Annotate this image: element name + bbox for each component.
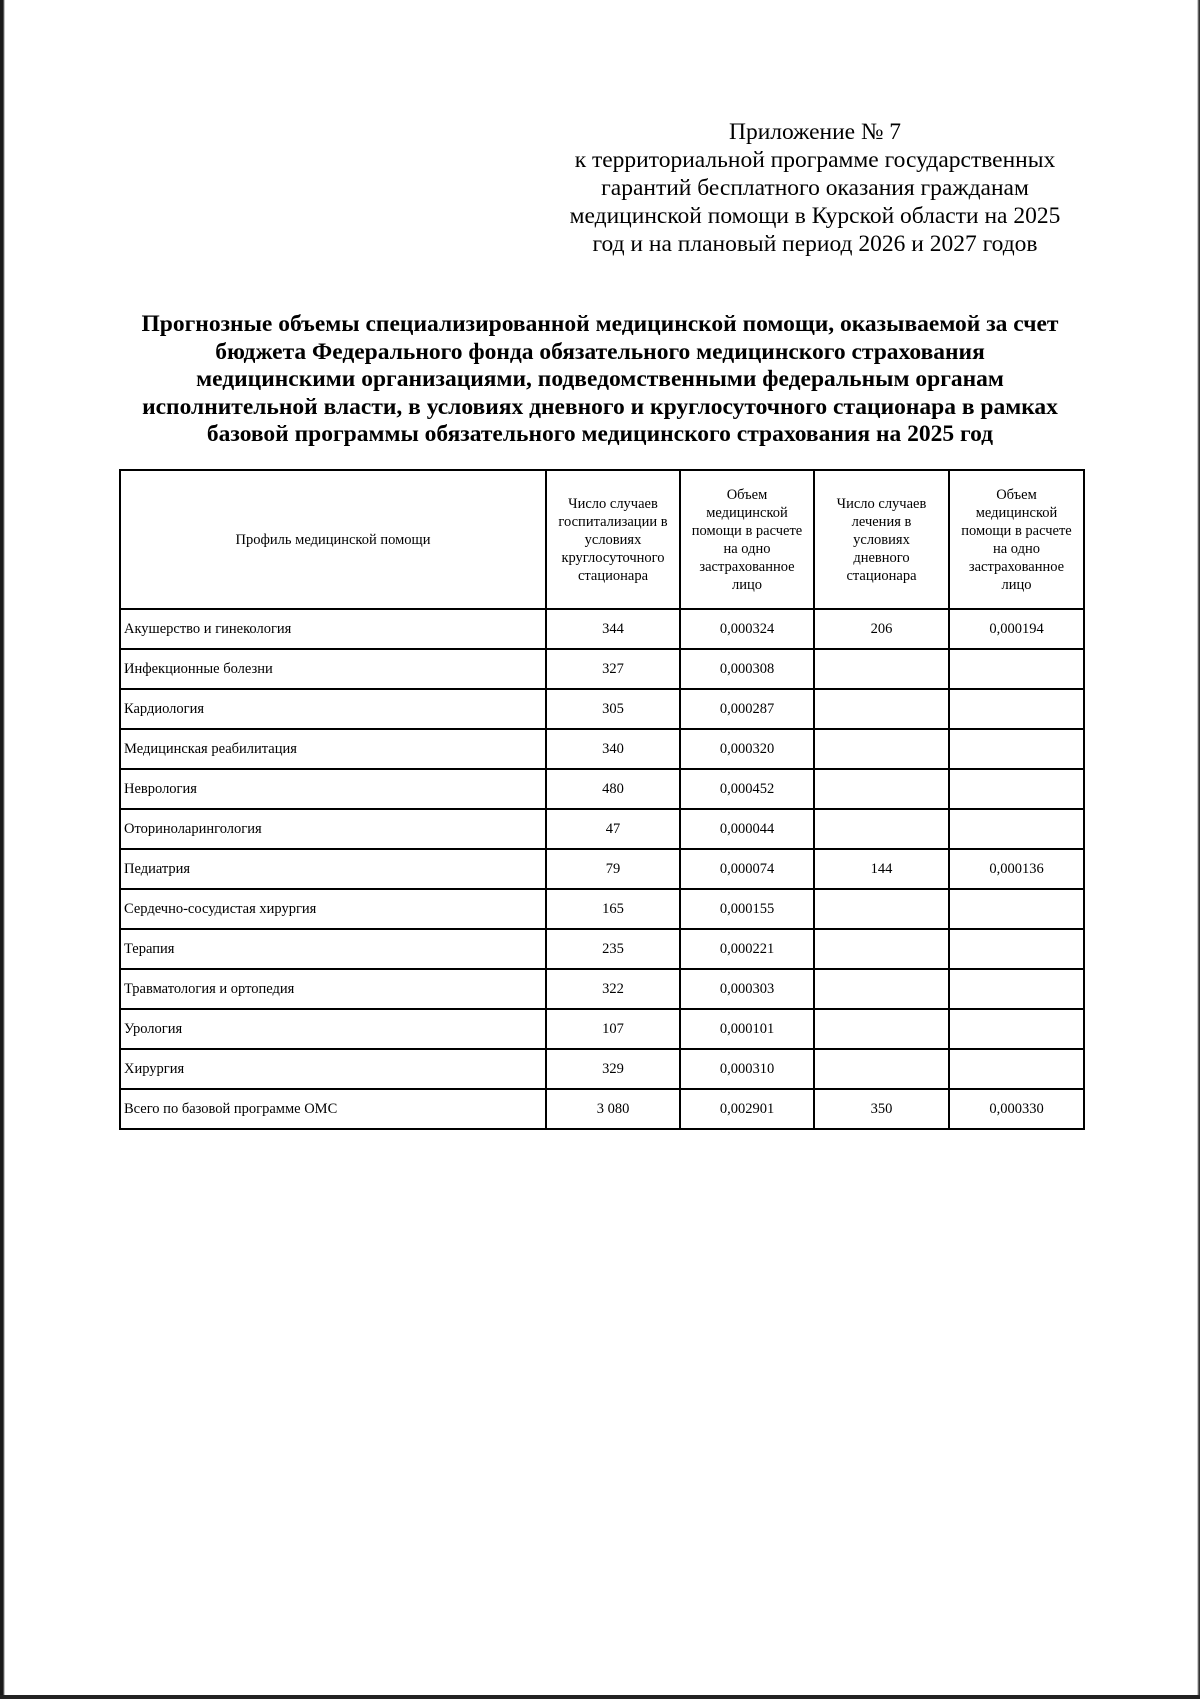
table-row [120, 1009, 1084, 1049]
profile-name-cell: Травматология и ортопедия [120, 969, 546, 1009]
day-volume-cell: 0,000194 [949, 609, 1084, 649]
title-line: базовой программы обязательного медицинского страхования на 2025 год [206, 421, 994, 447]
profile-name-cell: Терапия [120, 929, 546, 969]
hospital-cases-cell: 344 [546, 609, 680, 649]
day-volume-cell [949, 769, 1084, 809]
table-row [120, 889, 1084, 929]
header-line: застрахованное [699, 558, 795, 575]
profile-name-cell: Урология [120, 1009, 546, 1049]
header-line: лицо [731, 576, 762, 593]
header-line: госпитализации в [558, 513, 668, 530]
annex-line: Приложение № 7 [728, 119, 902, 145]
table-row [120, 609, 1084, 649]
day-volume-cell [949, 889, 1084, 929]
day-volume-cell [949, 1049, 1084, 1089]
header-line: помощи в расчете [691, 522, 803, 539]
profile-name-cell: Педиатрия [120, 849, 546, 889]
day-cases-cell [814, 689, 949, 729]
day-volume-cell [949, 689, 1084, 729]
day-cases-cell: 144 [814, 849, 949, 889]
day-volume-cell [949, 929, 1084, 969]
scan-bottom-edge [0, 1695, 1200, 1699]
header-line: условиях [584, 531, 642, 548]
header-line: стационара [846, 567, 917, 584]
hospital-cases-cell: 79 [546, 849, 680, 889]
header-line: на одно [723, 540, 771, 557]
table-body [120, 609, 1084, 1129]
title-line: Прогнозные объемы специализированной медицинской помощи, оказываемой за счет [141, 311, 1059, 337]
table-header-row [120, 470, 1084, 609]
hospital-cases-cell: 327 [546, 649, 680, 689]
annex-line: медицинской помощи в Курской области на 2025 [569, 203, 1061, 229]
hospital-volume-cell: 0,000287 [680, 689, 814, 729]
day-volume-cell [949, 1009, 1084, 1049]
table-row [120, 969, 1084, 1009]
day-cases-cell [814, 809, 949, 849]
hospital-volume-cell: 0,000044 [680, 809, 814, 849]
header-line: застрахованное [968, 558, 1065, 575]
table-row [120, 769, 1084, 809]
hospital-cases-cell: 322 [546, 969, 680, 1009]
annex-line: год и на плановый период 2026 и 2027 годов [592, 231, 1038, 257]
hospital-cases-cell: 165 [546, 889, 680, 929]
day-cases-cell [814, 969, 949, 1009]
title-line: бюджета Федерального фонда обязательного медицинского страхования [215, 338, 985, 365]
table-total-row [120, 1089, 1084, 1129]
hospital-volume-cell: 0,000324 [680, 609, 814, 649]
hospital-cases-cell: 305 [546, 689, 680, 729]
day-volume-cell [949, 729, 1084, 769]
hospital-cases-cell: 235 [546, 929, 680, 969]
day-cases-cell [814, 1049, 949, 1089]
profile-name-cell: Медицинская реабилитация [120, 729, 546, 769]
profile-name-cell: Хирургия [120, 1049, 546, 1089]
profile-name-cell: Сердечно-сосудистая хирургия [120, 889, 546, 929]
profile-name-cell: Неврология [120, 769, 546, 809]
hospital-cases-cell: 3 080 [546, 1089, 680, 1129]
hospital-cases-cell: 329 [546, 1049, 680, 1089]
day-volume-cell [949, 969, 1084, 1009]
hospital-volume-cell: 0,000221 [680, 929, 814, 969]
hospital-volume-cell: 0,000320 [680, 729, 814, 769]
day-cases-cell: 206 [814, 609, 949, 649]
header-line: лечения в [851, 513, 912, 530]
hospital-volume-cell: 0,000310 [680, 1049, 814, 1089]
header-day-volume [949, 470, 1084, 609]
header-line: лицо [1001, 576, 1032, 593]
hospital-cases-cell: 480 [546, 769, 680, 809]
hospital-cases-cell: 107 [546, 1009, 680, 1049]
header-line: Число случаев [836, 495, 927, 512]
day-cases-cell [814, 929, 949, 969]
header-line: Объем [726, 486, 768, 503]
header-line: стационара [577, 567, 649, 584]
volumes-table [119, 469, 1085, 1130]
header-line: на одно [992, 540, 1041, 557]
hospital-volume-cell: 0,002901 [680, 1089, 814, 1129]
table-row [120, 849, 1084, 889]
header-profile [120, 470, 546, 609]
day-cases-cell [814, 889, 949, 929]
table-row [120, 729, 1084, 769]
header-hospital-volume [680, 470, 814, 609]
hospital-volume-cell: 0,000074 [680, 849, 814, 889]
annex-line: к территориальной программе государственных [574, 147, 1056, 173]
hospital-volume-cell: 0,000303 [680, 969, 814, 1009]
day-volume-cell [949, 809, 1084, 849]
annex-line: гарантий бесплатного оказания гражданам [601, 175, 1029, 201]
header-line: Профиль медицинской помощи [235, 531, 431, 548]
table-row [120, 649, 1084, 689]
header-line: дневного [853, 549, 910, 566]
header-line: круглосуточного [561, 549, 665, 566]
hospital-volume-cell: 0,000308 [680, 649, 814, 689]
title-line: медицинскими организациями, подведомственными федеральным органам [196, 366, 1004, 392]
table-row [120, 1049, 1084, 1089]
annex-header [540, 118, 1090, 258]
day-volume-cell [949, 649, 1084, 689]
table-row [120, 929, 1084, 969]
day-cases-cell: 350 [814, 1089, 949, 1129]
profile-name-cell: Всего по базовой программе ОМС [120, 1089, 546, 1129]
day-volume-cell: 0,000330 [949, 1089, 1084, 1129]
hospital-cases-cell: 340 [546, 729, 680, 769]
day-cases-cell [814, 1009, 949, 1049]
profile-name-cell: Оториноларингология [120, 809, 546, 849]
scan-left-edge [0, 0, 5, 1699]
header-hospital-cases [546, 470, 680, 609]
day-cases-cell [814, 729, 949, 769]
day-cases-cell [814, 769, 949, 809]
header-line: условиях [853, 531, 910, 548]
day-volume-cell: 0,000136 [949, 849, 1084, 889]
header-line: медицинской [975, 504, 1058, 521]
header-line: Число случаев [568, 495, 658, 512]
document-title [112, 311, 1088, 449]
hospital-volume-cell: 0,000101 [680, 1009, 814, 1049]
header-day-cases [814, 470, 949, 609]
profile-name-cell: Кардиология [120, 689, 546, 729]
header-line: медицинской [706, 504, 788, 521]
table-row [120, 689, 1084, 729]
hospital-volume-cell: 0,000155 [680, 889, 814, 929]
profile-name-cell: Инфекционные болезни [120, 649, 546, 689]
hospital-cases-cell: 47 [546, 809, 680, 849]
header-line: помощи в расчете [961, 522, 1072, 539]
profile-name-cell: Акушерство и гинекология [120, 609, 546, 649]
hospital-volume-cell: 0,000452 [680, 769, 814, 809]
header-line: Объем [996, 486, 1037, 503]
table-row [120, 809, 1084, 849]
day-cases-cell [814, 649, 949, 689]
title-line: исполнительной власти, в условиях дневного и круглосуточного стационара в рамках [142, 393, 1058, 420]
